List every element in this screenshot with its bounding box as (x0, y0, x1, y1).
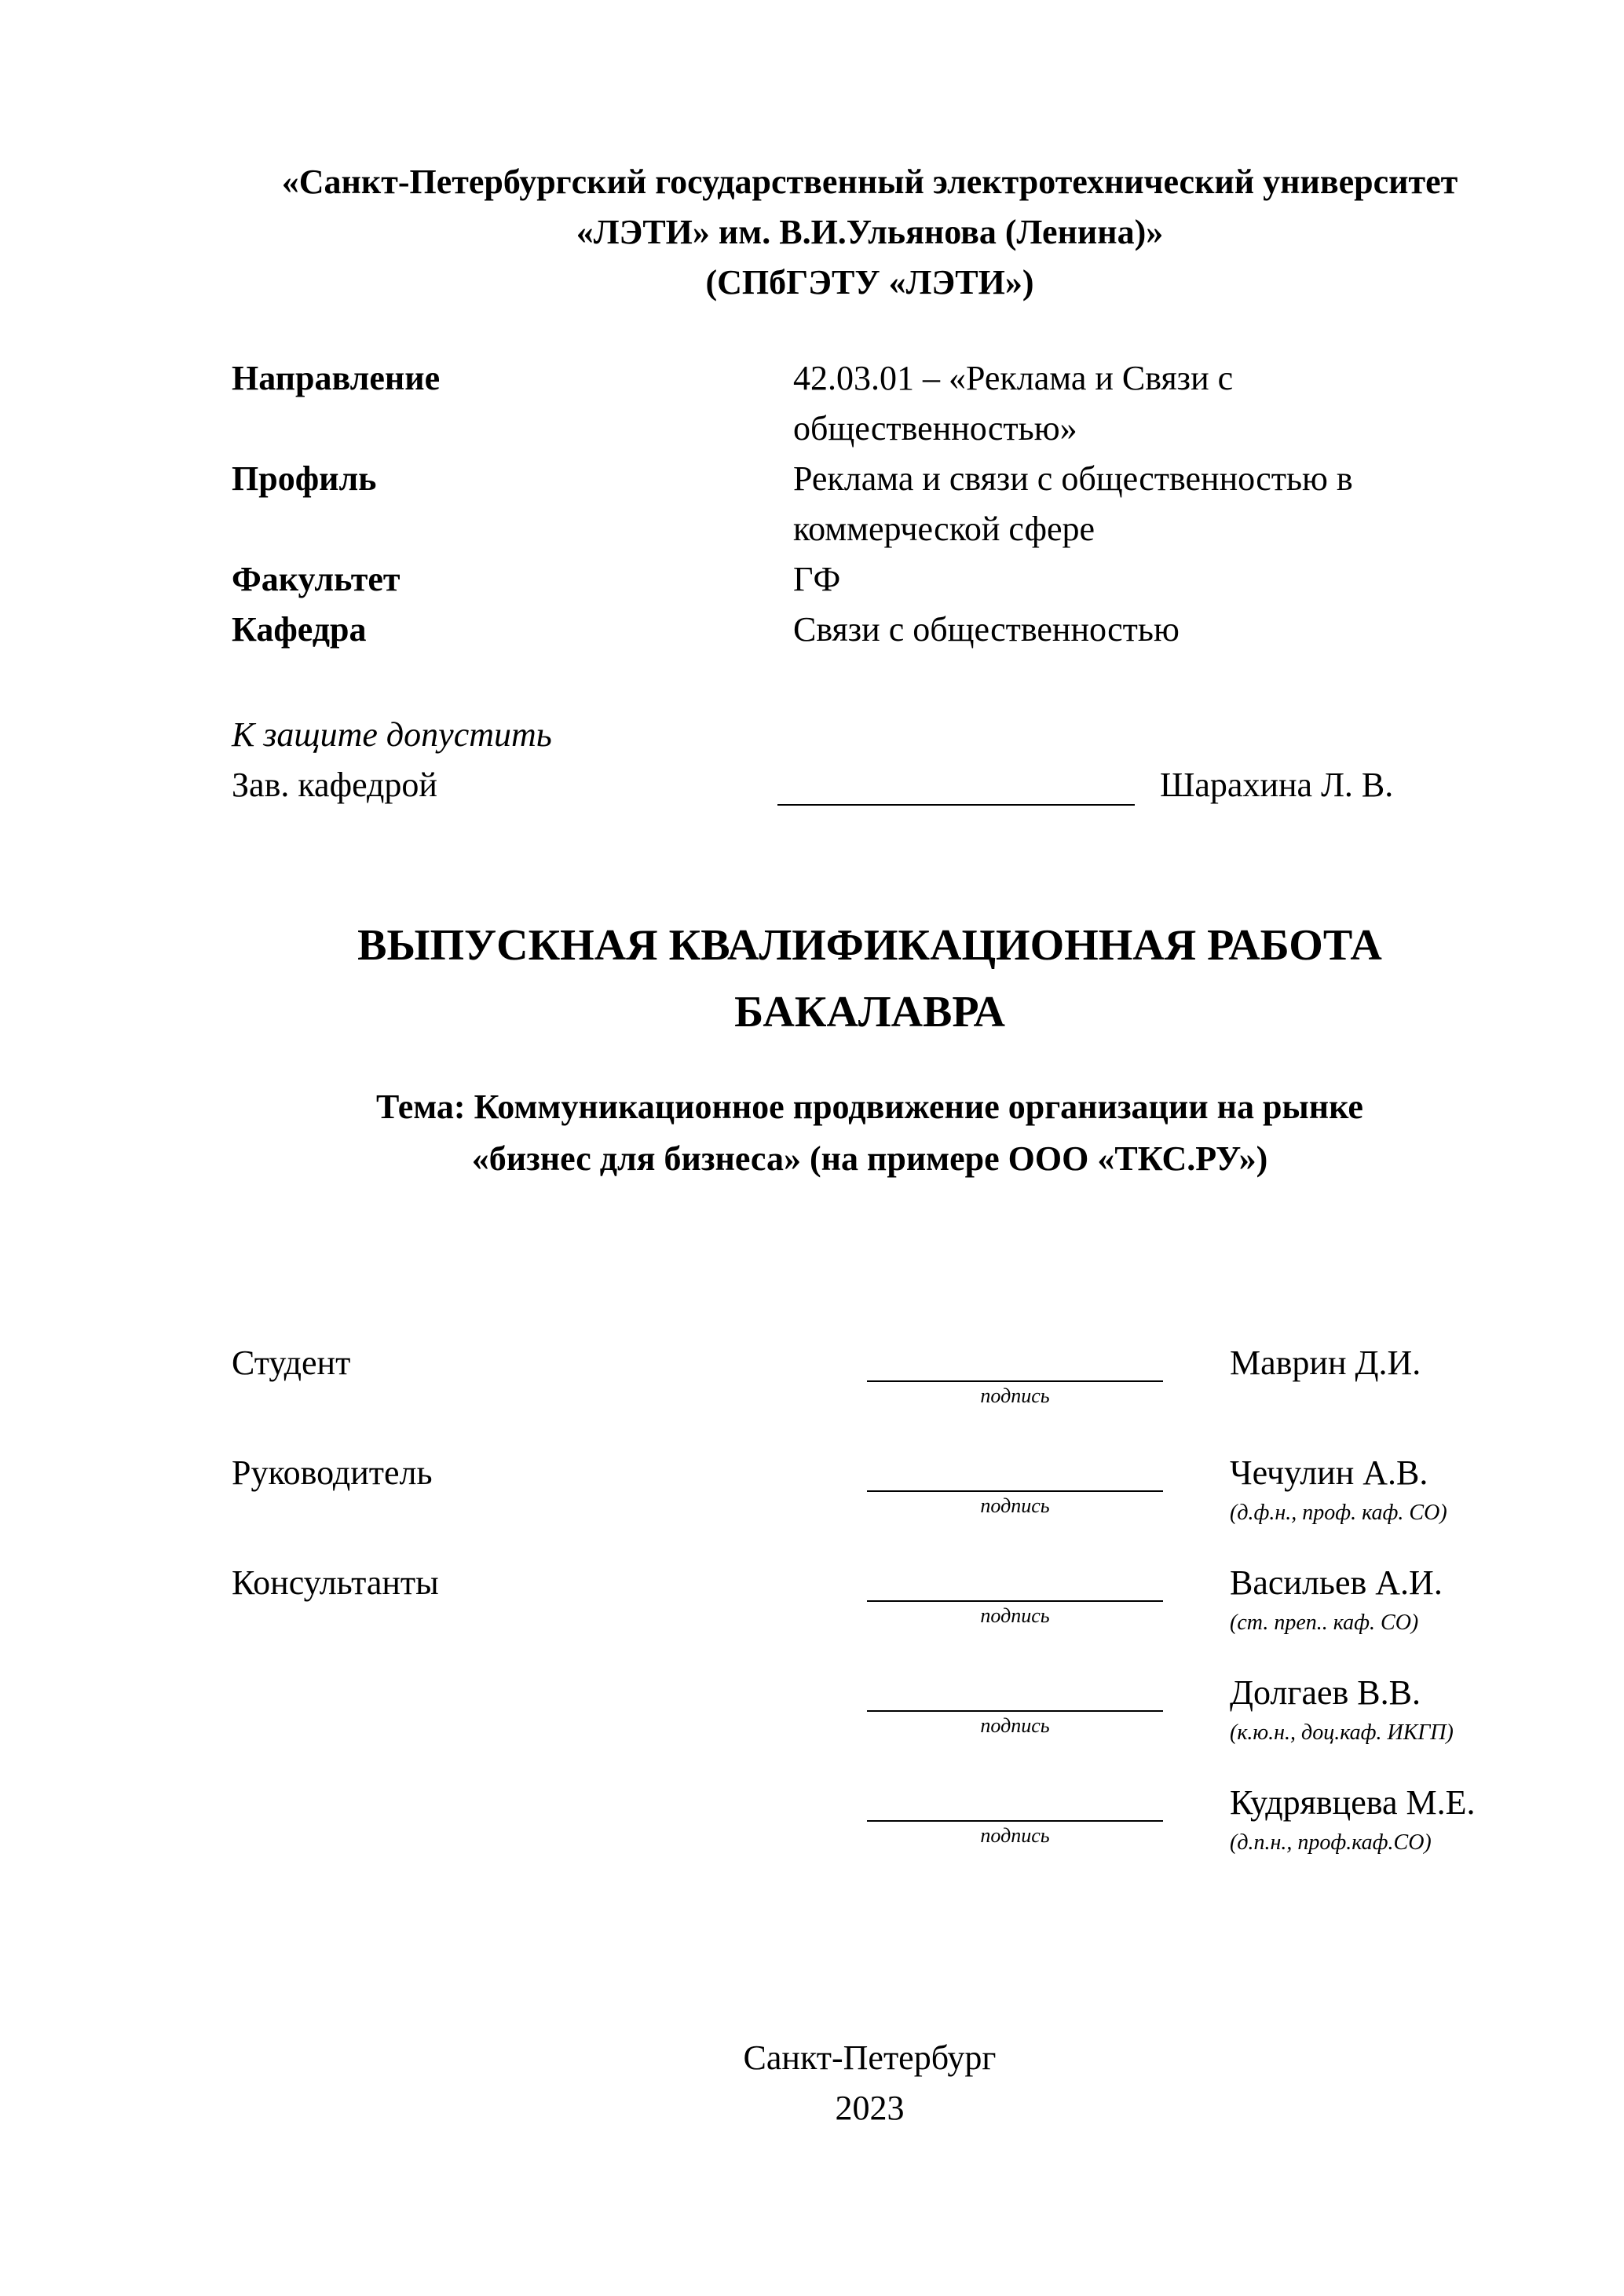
signatory-name: Васильев А.И. (1230, 1563, 1443, 1602)
signature-row-consultant-1 (232, 1558, 1508, 1668)
faculty-value: ГФ (793, 560, 841, 598)
signature-line (867, 1668, 1163, 1712)
document-footer (232, 2033, 1508, 2133)
signature-caption: подпись (980, 1604, 1050, 1627)
signatory-credentials: (к.ю.н., доц.каф. ИКГП) (1230, 1720, 1454, 1745)
signature-row-supervisor (232, 1448, 1508, 1558)
department-head-row (232, 760, 1508, 810)
footer-year: 2023 (835, 2089, 905, 2127)
signature-area (867, 1558, 1163, 1630)
signatory-name: Кудрявцева М.Е. (1230, 1783, 1476, 1822)
signatory-credentials: (д.п.н., проф.каф.СО) (1230, 1830, 1432, 1855)
signatory-info (1230, 1338, 1421, 1388)
signature-area (867, 1338, 1163, 1410)
university-name-line1: «Санкт-Петербургский государственный электротехнический университет (281, 163, 1458, 201)
signatory-name: Чечулин А.В. (1230, 1453, 1428, 1492)
thesis-theme-line1: Тема: Коммуникационное продвижение организации на рынке (376, 1088, 1363, 1126)
signature-area (867, 1448, 1163, 1520)
university-name-line2: «ЛЭТИ» им. В.И.Ульянова (Ленина)» (576, 213, 1164, 251)
signatory-name: Долгаев В.В. (1230, 1673, 1421, 1712)
thesis-theme-line2: «бизнес для бизнеса» (на примере ООО «ТКС.РУ») (471, 1139, 1268, 1178)
signatory-info (1230, 1448, 1447, 1528)
profile-value: Реклама и связи с общественностью в коммерческой сфере (793, 459, 1353, 548)
signatory-info (1230, 1778, 1475, 1858)
permit-note: К защите допустить (232, 715, 552, 754)
signatory-info (1230, 1668, 1454, 1748)
signature-line (867, 1778, 1163, 1822)
signature-row-consultant-3 (232, 1778, 1508, 1888)
info-row-faculty (232, 554, 1508, 605)
signature-row-student (232, 1338, 1508, 1448)
signature-caption: подпись (980, 1494, 1050, 1517)
department-value: Связи с общественностью (793, 610, 1180, 649)
approval-section (232, 710, 1508, 810)
signatory-role: Консультанты (232, 1563, 439, 1602)
university-header (232, 157, 1508, 308)
signature-row-consultant-2 (232, 1668, 1508, 1778)
signature-caption: подпись (980, 1714, 1050, 1737)
info-row-direction (232, 353, 1508, 454)
info-row-profile (232, 454, 1508, 554)
thesis-title-line1: ВЫПУСКНАЯ КВАЛИФИКАЦИОННАЯ РАБОТА (357, 921, 1382, 970)
thesis-title (232, 912, 1508, 1046)
signatory-credentials: (д.ф.н., проф. каф. СО) (1230, 1501, 1447, 1525)
profile-label: Профиль (232, 459, 377, 498)
signatory-credentials: (ст. преп.. каф. СО) (1230, 1610, 1419, 1635)
signatory-name: Маврин Д.И. (1230, 1344, 1421, 1382)
department-label: Кафедра (232, 610, 367, 649)
signature-area (867, 1778, 1163, 1850)
direction-label: Направление (232, 359, 441, 397)
signatory-role: Студент (232, 1344, 351, 1382)
signature-line (867, 1448, 1163, 1492)
footer-city: Санкт-Петербург (743, 2038, 997, 2077)
signature-line (867, 1558, 1163, 1602)
department-head-label: Зав. кафедрой (232, 766, 437, 804)
program-info (232, 353, 1508, 655)
faculty-label: Факультет (232, 560, 401, 598)
university-abbreviation: (СПбГЭТУ «ЛЭТИ») (705, 263, 1034, 302)
thesis-theme (232, 1081, 1508, 1185)
signature-line (777, 760, 1135, 806)
thesis-title-line2: БАКАЛАВРА (734, 988, 1005, 1036)
signatures-section (232, 1338, 1508, 1888)
info-row-department (232, 605, 1508, 655)
signatory-role: Руководитель (232, 1453, 433, 1492)
signature-caption: подпись (980, 1384, 1050, 1407)
signatory-info (1230, 1558, 1443, 1638)
department-head-name: Шарахина Л. В. (1160, 766, 1394, 804)
signature-line (867, 1338, 1163, 1382)
signature-area (867, 1668, 1163, 1740)
signature-caption: подпись (980, 1824, 1050, 1847)
direction-value: 42.03.01 – «Реклама и Связи с общественностью» (793, 359, 1234, 448)
